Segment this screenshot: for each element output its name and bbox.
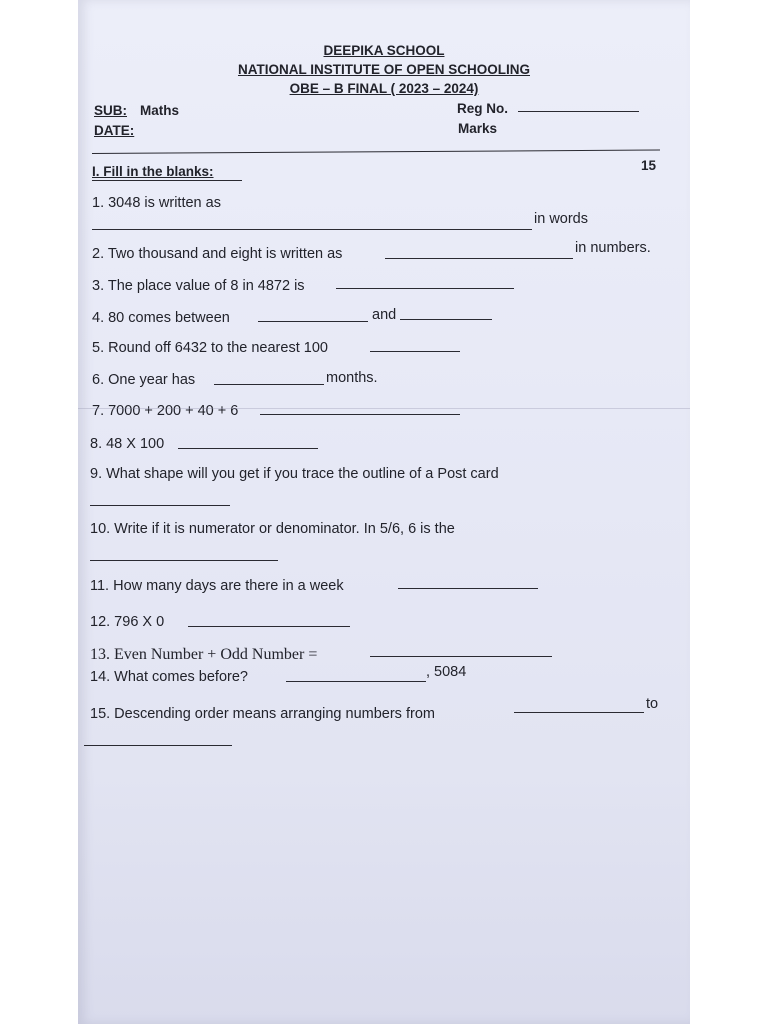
answer-blank-14 [286, 681, 426, 682]
question-10: 10. Write if it is numerator or denominator. In 5/6, 6 is the [90, 521, 455, 537]
question-4-mid: and [372, 307, 397, 323]
answer-blank-10 [90, 560, 278, 561]
question-7: 7. 7000 + 200 + 40 + 6 [92, 403, 239, 419]
subject-value: Maths [140, 103, 180, 118]
reg-no-blank [518, 111, 639, 112]
marks-label: Marks [458, 121, 498, 136]
question-11: 11. How many days are there in a week [90, 578, 344, 594]
answer-blank-12 [188, 626, 350, 627]
question-1: 1. 3048 is written as [92, 195, 221, 211]
question-1-suffix: in words [534, 211, 588, 227]
question-6: 6. One year has [92, 372, 196, 388]
answer-blank-4a [258, 321, 368, 322]
answer-blank-4b [400, 319, 492, 320]
question-6-suffix: months. [326, 370, 378, 386]
header-divider [92, 150, 660, 154]
date-label: DATE: [94, 123, 135, 138]
answer-blank-15b [84, 745, 232, 746]
question-14-suffix: , 5084 [426, 664, 467, 680]
section-title-underline [92, 180, 242, 181]
question-13: 13. Even Number + Odd Number = [90, 646, 318, 663]
answer-blank-8 [178, 448, 318, 449]
answer-blank-9 [90, 505, 230, 506]
question-14: 14. What comes before? [90, 669, 248, 685]
question-4: 4. 80 comes between [92, 310, 230, 326]
subject-label: SUB: [94, 103, 127, 118]
paper-fold [78, 408, 690, 409]
school-name: DEEPIKA SCHOOL [323, 43, 445, 58]
question-2-suffix: in numbers. [575, 240, 651, 256]
answer-blank-15a [514, 712, 644, 713]
answer-blank-2 [385, 258, 573, 259]
institute-name: NATIONAL INSTITUTE OF OPEN SCHOOLING [237, 62, 530, 77]
answer-blank-1 [92, 229, 532, 230]
question-3: 3. The place value of 8 in 4872 is [92, 278, 305, 294]
answer-blank-7 [260, 414, 460, 415]
question-9: 9. What shape will you get if you trace the outline of a Post card [90, 466, 499, 482]
answer-blank-5 [370, 351, 460, 352]
answer-blank-11 [398, 588, 538, 589]
question-15: 15. Descending order means arranging numbers from [90, 706, 435, 722]
question-12: 12. 796 X 0 [90, 614, 165, 630]
question-5: 5. Round off 6432 to the nearest 100 [92, 340, 328, 356]
reg-no-label: Reg No. [457, 101, 509, 116]
question-15-suffix: to [646, 696, 659, 712]
exam-title: OBE – B FINAL ( 2023 – 2024) [289, 81, 479, 96]
question-8: 8. 48 X 100 [90, 436, 165, 452]
answer-blank-3 [336, 288, 514, 289]
answer-blank-6 [214, 384, 324, 385]
question-2: 2. Two thousand and eight is written as [92, 246, 343, 262]
answer-blank-13 [370, 656, 552, 657]
section-title: I. Fill in the blanks: [92, 164, 214, 179]
question-paper [78, 0, 690, 1024]
section-marks: 15 [641, 158, 657, 173]
